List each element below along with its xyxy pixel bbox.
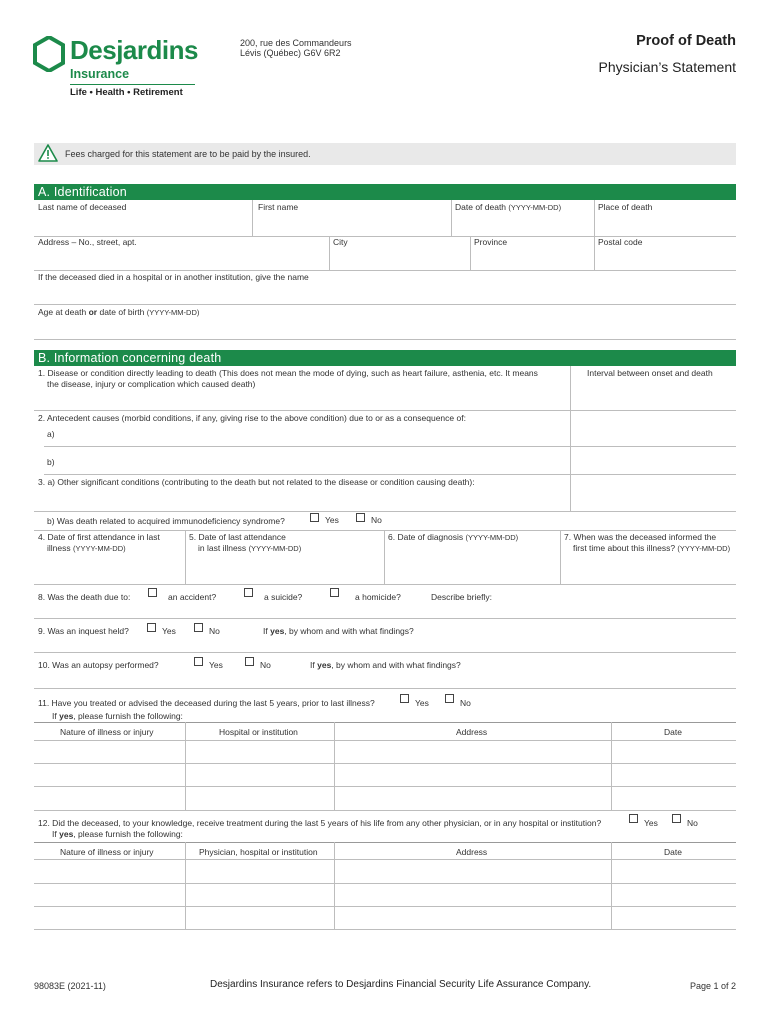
q11-furnish: If yes, please furnish the following: bbox=[52, 711, 183, 721]
field-date-of-death[interactable]: Date of death (YYYY-MM-DD) bbox=[455, 202, 562, 212]
q1-line2: the disease, injury or complication which caused death) bbox=[47, 379, 256, 389]
q10-no-label: No bbox=[260, 660, 271, 670]
warning-icon bbox=[38, 144, 58, 162]
field-address[interactable]: Address – No., street, apt. bbox=[38, 237, 137, 247]
q12-no-label: No bbox=[687, 818, 698, 828]
q2a-label[interactable]: a) bbox=[47, 429, 55, 439]
t12-header-address: Address bbox=[456, 847, 488, 857]
q11-no-label: No bbox=[460, 698, 471, 708]
q8-accident-checkbox[interactable] bbox=[148, 588, 157, 597]
q12-text: 12. Did the deceased, to your knowledge, receive treatment during the last 5 years of his life from any other physician, or in any hospital or institution? bbox=[38, 818, 602, 828]
form-code: 98083E (2021-11) bbox=[34, 981, 106, 991]
q10-no-checkbox[interactable] bbox=[245, 657, 254, 666]
address-line-2: Lévis (Québec) G6V 6R2 bbox=[240, 48, 341, 58]
q5-line2[interactable]: in last illness (YYYY-MM-DD) bbox=[198, 543, 302, 553]
logo-divider bbox=[70, 84, 195, 85]
q10-text: 10. Was an autopsy performed? bbox=[38, 660, 159, 670]
q2-text: 2. Antecedent causes (morbid conditions, if any, giving rise to the above condition) due to or as a consequence of: bbox=[38, 413, 466, 423]
q9-text: 9. Was an inquest held? bbox=[38, 626, 129, 636]
field-province[interactable]: Province bbox=[474, 237, 508, 247]
q10-findings[interactable]: If yes, by whom and with what findings? bbox=[310, 660, 461, 670]
q3b-yes-checkbox[interactable] bbox=[310, 513, 319, 522]
q3b-text: b) Was death related to acquired immunodeficiency syndrome? bbox=[47, 516, 285, 526]
q9-yes-label: Yes bbox=[162, 626, 176, 636]
q11-no-checkbox[interactable] bbox=[445, 694, 454, 703]
t11-header-address: Address bbox=[456, 727, 488, 737]
footer-note: Desjardins Insurance refers to Desjardins Financial Security Life Assurance Company. bbox=[210, 979, 592, 990]
q9-no-label: No bbox=[209, 626, 220, 636]
desjardins-logo bbox=[33, 34, 213, 102]
t11-header-date: Date bbox=[664, 727, 682, 737]
t12-header-nature: Nature of illness or injury bbox=[60, 847, 154, 857]
brand-name: Desjardins bbox=[70, 35, 198, 65]
q7-line1[interactable]: 7. When was the deceased informed the bbox=[564, 532, 717, 542]
logo-hexagon-icon bbox=[33, 36, 65, 72]
field-place-of-death[interactable]: Place of death bbox=[598, 202, 653, 212]
q12-yes-label: Yes bbox=[644, 818, 658, 828]
q7-line2[interactable]: first time about this illness? (YYYY-MM-DD) bbox=[573, 543, 731, 553]
q10-yes-label: Yes bbox=[209, 660, 223, 670]
page-title: Proof of Death bbox=[636, 33, 736, 49]
q12-no-checkbox[interactable] bbox=[672, 814, 681, 823]
brand-sub: Insurance bbox=[70, 67, 130, 81]
section-a-header: A. Identification bbox=[34, 184, 736, 200]
q6-text[interactable]: 6. Date of diagnosis (YYYY-MM-DD) bbox=[388, 532, 519, 542]
notice-text: Fees charged for this statement are to be paid by the insured. bbox=[65, 149, 311, 159]
q8-suicide-checkbox[interactable] bbox=[244, 588, 253, 597]
q8-describe[interactable]: Describe briefly: bbox=[431, 592, 492, 602]
q8-homicide-label: a homicide? bbox=[355, 592, 401, 602]
q8-homicide-checkbox[interactable] bbox=[330, 588, 339, 597]
q3b-no-checkbox[interactable] bbox=[356, 513, 365, 522]
field-city[interactable]: City bbox=[333, 237, 348, 247]
t12-header-date: Date bbox=[664, 847, 682, 857]
field-hospital[interactable]: If the deceased died in a hospital or in another institution, give the name bbox=[38, 272, 309, 282]
brand-tagline: Life • Health • Retirement bbox=[70, 87, 183, 98]
q4-line2[interactable]: illness (YYYY-MM-DD) bbox=[47, 543, 126, 553]
q9-findings[interactable]: If yes, by whom and with what findings? bbox=[263, 626, 414, 636]
q2b-label[interactable]: b) bbox=[47, 457, 55, 467]
page-subtitle: Physician’s Statement bbox=[598, 59, 736, 75]
q8-text: 8. Was the death due to: bbox=[38, 592, 131, 602]
field-last-name[interactable]: Last name of deceased bbox=[38, 202, 127, 212]
field-age-or-dob[interactable]: Age at death or date of birth (YYYY-MM-DD) bbox=[38, 307, 200, 317]
t11-header-nature: Nature of illness or injury bbox=[60, 727, 154, 737]
field-first-name[interactable]: First name bbox=[258, 202, 299, 212]
q8-accident-label: an accident? bbox=[168, 592, 217, 602]
q11-text: 11. Have you treated or advised the deceased during the last 5 years, prior to last illness? bbox=[38, 698, 375, 708]
q9-yes-checkbox[interactable] bbox=[147, 623, 156, 632]
q1-line1: 1. Disease or condition directly leading to death (This does not mean the mode of dying, such as heart failure, asthenia, etc. It means bbox=[38, 368, 538, 378]
address-line-1: 200, rue des Commandeurs bbox=[240, 38, 352, 48]
q12-furnish: If yes, please furnish the following: bbox=[52, 829, 183, 839]
page-number: Page 1 of 2 bbox=[689, 981, 736, 991]
field-postal-code[interactable]: Postal code bbox=[598, 237, 643, 247]
interval-label: Interval between onset and death bbox=[587, 368, 713, 378]
q12-yes-checkbox[interactable] bbox=[629, 814, 638, 823]
section-b-header: B. Information concerning death bbox=[34, 350, 736, 366]
q4-line1[interactable]: 4. Date of first attendance in last bbox=[38, 532, 160, 542]
q8-suicide-label: a suicide? bbox=[264, 592, 303, 602]
q3b-yes-label: Yes bbox=[325, 515, 339, 525]
q11-yes-checkbox[interactable] bbox=[400, 694, 409, 703]
q9-no-checkbox[interactable] bbox=[194, 623, 203, 632]
notice-bar bbox=[34, 143, 736, 165]
t12-header-physician: Physician, hospital or institution bbox=[199, 847, 318, 857]
q3a-text[interactable]: 3. a) Other significant conditions (contributing to the death but not related to the disease or condition causing death): bbox=[38, 477, 475, 487]
q10-yes-checkbox[interactable] bbox=[194, 657, 203, 666]
t11-header-hospital: Hospital or institution bbox=[219, 727, 298, 737]
q5-line1[interactable]: 5. Date of last attendance bbox=[189, 532, 286, 542]
q3b-no-label: No bbox=[371, 515, 382, 525]
q11-yes-label: Yes bbox=[415, 698, 429, 708]
